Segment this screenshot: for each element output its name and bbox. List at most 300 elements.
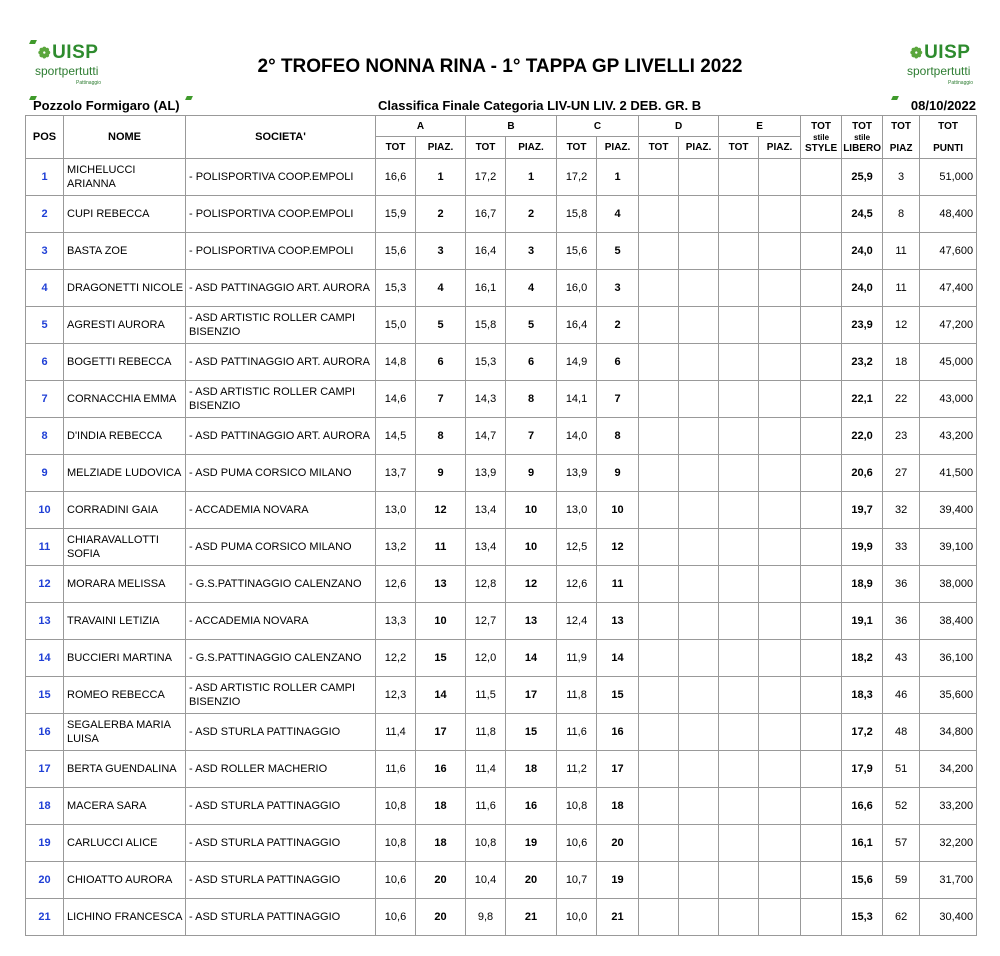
row-a-tot: 11,4 [376, 714, 416, 751]
row-nome: ROMEO REBECCA [64, 677, 186, 714]
row-nome: CORRADINI GAIA [64, 492, 186, 529]
row-c-tot: 12,5 [557, 529, 597, 566]
row-tot-piaz: 12 [883, 307, 920, 344]
row-societa: - ASD PATTINAGGIO ART. AURORA [186, 344, 376, 381]
row-e-tot [719, 788, 759, 825]
row-societa: - ASD PUMA CORSICO MILANO [186, 455, 376, 492]
table-row [26, 418, 977, 455]
row-d-tot [639, 899, 679, 936]
header-group-c: C [557, 116, 639, 137]
row-e-tot [719, 270, 759, 307]
row-societa: - ASD PUMA CORSICO MILANO [186, 529, 376, 566]
row-tot-piaz: 18 [883, 344, 920, 381]
row-d-piaz [679, 788, 719, 825]
row-b-tot: 13,4 [466, 492, 506, 529]
row-tot-piaz: 51 [883, 751, 920, 788]
row-nome: MORARA MELISSA [64, 566, 186, 603]
row-tot-punti: 43,200 [920, 418, 977, 455]
row-c-tot: 11,6 [557, 714, 597, 751]
logo-subtitle: sportpertutti [907, 64, 971, 78]
table-row [26, 640, 977, 677]
row-c-tot: 14,1 [557, 381, 597, 418]
row-e-piaz [759, 418, 801, 455]
row-b-tot: 15,3 [466, 344, 506, 381]
row-tot-style [801, 381, 842, 418]
row-b-tot: 14,7 [466, 418, 506, 455]
row-pos: 7 [26, 381, 64, 418]
row-pos: 9 [26, 455, 64, 492]
row-c-piaz: 11 [597, 566, 639, 603]
row-a-piaz: 3 [416, 233, 466, 270]
row-d-tot [639, 344, 679, 381]
table-row [26, 196, 977, 233]
row-pos: 19 [26, 825, 64, 862]
row-pos: 2 [26, 196, 64, 233]
row-c-tot: 12,6 [557, 566, 597, 603]
row-a-piaz: 17 [416, 714, 466, 751]
row-tot-libero: 24,0 [842, 233, 883, 270]
row-d-piaz [679, 270, 719, 307]
row-d-piaz [679, 640, 719, 677]
row-nome: MELZIADE LUDOVICA [64, 455, 186, 492]
row-societa: - ASD ARTISTIC ROLLER CAMPI BISENZIO [186, 381, 376, 418]
row-d-piaz [679, 677, 719, 714]
row-c-tot: 13,9 [557, 455, 597, 492]
row-e-tot [719, 344, 759, 381]
row-tot-style [801, 307, 842, 344]
row-b-tot: 16,1 [466, 270, 506, 307]
header-c-piaz: PIAZ. [597, 137, 639, 159]
row-b-piaz: 16 [506, 788, 557, 825]
row-tot-piaz: 46 [883, 677, 920, 714]
row-a-piaz: 7 [416, 381, 466, 418]
row-a-piaz: 6 [416, 344, 466, 381]
row-nome: LICHINO FRANCESCA [64, 899, 186, 936]
row-tot-style [801, 566, 842, 603]
row-societa: - ASD STURLA PATTINAGGIO [186, 714, 376, 751]
row-pos: 20 [26, 862, 64, 899]
row-tot-style [801, 862, 842, 899]
row-tot-punti: 51,000 [920, 159, 977, 196]
header-b-piaz: PIAZ. [506, 137, 557, 159]
row-tot-libero: 19,9 [842, 529, 883, 566]
row-b-tot: 10,8 [466, 825, 506, 862]
row-d-tot [639, 233, 679, 270]
row-tot-piaz: 48 [883, 714, 920, 751]
row-tot-libero: 15,6 [842, 862, 883, 899]
row-pos: 14 [26, 640, 64, 677]
row-b-piaz: 6 [506, 344, 557, 381]
row-a-tot: 15,3 [376, 270, 416, 307]
row-tot-style [801, 529, 842, 566]
row-c-tot: 17,2 [557, 159, 597, 196]
row-b-piaz: 5 [506, 307, 557, 344]
row-pos: 17 [26, 751, 64, 788]
row-b-piaz: 14 [506, 640, 557, 677]
row-a-tot: 13,2 [376, 529, 416, 566]
row-societa: - ASD ARTISTIC ROLLER CAMPI BISENZIO [186, 307, 376, 344]
row-societa: - G.S.PATTINAGGIO CALENZANO [186, 640, 376, 677]
row-b-piaz: 3 [506, 233, 557, 270]
row-tot-punti: 34,200 [920, 751, 977, 788]
row-a-tot: 15,6 [376, 233, 416, 270]
row-tot-punti: 33,200 [920, 788, 977, 825]
row-e-tot [719, 492, 759, 529]
row-b-tot: 11,8 [466, 714, 506, 751]
logo-tiny: Pattinaggio [76, 80, 102, 86]
row-tot-style [801, 751, 842, 788]
header-group-b: B [466, 116, 557, 137]
row-a-tot: 13,7 [376, 455, 416, 492]
event-date: 08/10/2022 [910, 98, 976, 113]
row-societa: - ASD PATTINAGGIO ART. AURORA [186, 270, 376, 307]
row-d-tot [639, 788, 679, 825]
header-d-tot: TOT [639, 137, 679, 159]
table-row [26, 307, 977, 344]
row-e-piaz [759, 492, 801, 529]
row-pos: 6 [26, 344, 64, 381]
row-e-piaz [759, 788, 801, 825]
row-nome: BERTA GUENDALINA [64, 751, 186, 788]
row-b-tot: 9,8 [466, 899, 506, 936]
row-e-piaz [759, 862, 801, 899]
row-pos: 3 [26, 233, 64, 270]
row-pos: 4 [26, 270, 64, 307]
row-e-piaz [759, 714, 801, 751]
row-b-tot: 12,0 [466, 640, 506, 677]
header-a-piaz: PIAZ. [416, 137, 466, 159]
row-e-tot [719, 751, 759, 788]
row-tot-punti: 30,400 [920, 899, 977, 936]
header-d-piaz: PIAZ. [679, 137, 719, 159]
row-d-tot [639, 566, 679, 603]
row-c-tot: 14,0 [557, 418, 597, 455]
row-b-piaz: 8 [506, 381, 557, 418]
row-a-tot: 12,3 [376, 677, 416, 714]
row-d-tot [639, 418, 679, 455]
row-d-tot [639, 455, 679, 492]
table-row [26, 899, 977, 936]
row-nome: TRAVAINI LETIZIA [64, 603, 186, 640]
row-nome: MACERA SARA [64, 788, 186, 825]
table-row [26, 714, 977, 751]
row-b-tot: 11,4 [466, 751, 506, 788]
row-tot-punti: 31,700 [920, 862, 977, 899]
row-tot-style [801, 899, 842, 936]
row-tot-style [801, 455, 842, 492]
row-d-piaz [679, 862, 719, 899]
row-e-piaz [759, 751, 801, 788]
row-tot-style [801, 344, 842, 381]
row-a-tot: 15,0 [376, 307, 416, 344]
row-c-tot: 10,6 [557, 825, 597, 862]
row-e-tot [719, 825, 759, 862]
row-tot-style [801, 714, 842, 751]
row-nome: BASTA ZOE [64, 233, 186, 270]
row-tot-libero: 19,7 [842, 492, 883, 529]
row-b-piaz: 9 [506, 455, 557, 492]
row-e-piaz [759, 196, 801, 233]
table-row [26, 344, 977, 381]
row-pos: 11 [26, 529, 64, 566]
row-d-piaz [679, 196, 719, 233]
row-a-piaz: 18 [416, 788, 466, 825]
row-c-tot: 11,8 [557, 677, 597, 714]
row-c-piaz: 8 [597, 418, 639, 455]
row-d-piaz [679, 899, 719, 936]
row-a-piaz: 18 [416, 825, 466, 862]
row-tot-punti: 43,000 [920, 381, 977, 418]
row-a-tot: 13,3 [376, 603, 416, 640]
row-a-tot: 13,0 [376, 492, 416, 529]
row-tot-piaz: 27 [883, 455, 920, 492]
header-tot-punti: TOT PUNTI [920, 116, 977, 159]
row-c-tot: 16,0 [557, 270, 597, 307]
row-b-tot: 11,5 [466, 677, 506, 714]
row-a-piaz: 5 [416, 307, 466, 344]
row-tot-style [801, 492, 842, 529]
row-b-piaz: 17 [506, 677, 557, 714]
row-pos: 16 [26, 714, 64, 751]
row-e-tot [719, 899, 759, 936]
row-c-piaz: 15 [597, 677, 639, 714]
row-c-tot: 16,4 [557, 307, 597, 344]
row-b-piaz: 15 [506, 714, 557, 751]
row-a-tot: 12,6 [376, 566, 416, 603]
row-d-tot [639, 381, 679, 418]
row-tot-style [801, 418, 842, 455]
row-c-piaz: 1 [597, 159, 639, 196]
row-nome: DRAGONETTI NICOLE [64, 270, 186, 307]
row-b-piaz: 10 [506, 529, 557, 566]
row-b-tot: 16,7 [466, 196, 506, 233]
row-d-tot [639, 677, 679, 714]
row-tot-punti: 32,200 [920, 825, 977, 862]
row-e-piaz [759, 640, 801, 677]
row-e-piaz [759, 566, 801, 603]
row-a-piaz: 20 [416, 899, 466, 936]
row-nome: CORNACCHIA EMMA [64, 381, 186, 418]
row-a-piaz: 12 [416, 492, 466, 529]
row-tot-piaz: 8 [883, 196, 920, 233]
table-row [26, 788, 977, 825]
row-tot-style [801, 603, 842, 640]
row-nome: BUCCIERI MARTINA [64, 640, 186, 677]
row-c-piaz: 20 [597, 825, 639, 862]
row-societa: - ASD STURLA PATTINAGGIO [186, 825, 376, 862]
row-tot-punti: 38,400 [920, 603, 977, 640]
table-row [26, 751, 977, 788]
row-a-piaz: 15 [416, 640, 466, 677]
row-c-piaz: 19 [597, 862, 639, 899]
row-tot-punti: 47,200 [920, 307, 977, 344]
row-c-tot: 10,8 [557, 788, 597, 825]
row-d-piaz [679, 751, 719, 788]
results-table [25, 115, 977, 936]
row-nome: D'INDIA REBECCA [64, 418, 186, 455]
row-c-piaz: 12 [597, 529, 639, 566]
row-b-tot: 11,6 [466, 788, 506, 825]
row-tot-style [801, 233, 842, 270]
row-b-tot: 10,4 [466, 862, 506, 899]
row-pos: 5 [26, 307, 64, 344]
table-row [26, 677, 977, 714]
row-a-tot: 14,6 [376, 381, 416, 418]
row-c-piaz: 4 [597, 196, 639, 233]
row-c-tot: 10,7 [557, 862, 597, 899]
row-pos: 10 [26, 492, 64, 529]
row-b-tot: 12,8 [466, 566, 506, 603]
category-heading: Classifica Finale Categoria LIV-UN LIV. 2 DEB. GR. B [378, 98, 702, 113]
row-d-piaz [679, 825, 719, 862]
row-c-piaz: 3 [597, 270, 639, 307]
row-b-tot: 16,4 [466, 233, 506, 270]
row-b-tot: 13,4 [466, 529, 506, 566]
header-societa: SOCIETA' [186, 116, 376, 159]
row-e-tot [719, 418, 759, 455]
row-societa: - ASD ROLLER MACHERIO [186, 751, 376, 788]
row-c-tot: 15,8 [557, 196, 597, 233]
row-tot-libero: 15,3 [842, 899, 883, 936]
row-tot-piaz: 62 [883, 899, 920, 936]
row-d-piaz [679, 455, 719, 492]
row-b-tot: 12,7 [466, 603, 506, 640]
location: Pozzolo Formigaro (AL) [33, 98, 180, 113]
row-b-piaz: 18 [506, 751, 557, 788]
row-e-tot [719, 159, 759, 196]
row-tot-libero: 16,6 [842, 788, 883, 825]
row-nome: SEGALERBA MARIA LUISA [64, 714, 186, 751]
row-c-tot: 10,0 [557, 899, 597, 936]
row-d-tot [639, 307, 679, 344]
row-b-piaz: 20 [506, 862, 557, 899]
row-tot-style [801, 159, 842, 196]
row-tot-piaz: 33 [883, 529, 920, 566]
row-tot-libero: 25,9 [842, 159, 883, 196]
row-a-tot: 10,8 [376, 788, 416, 825]
row-a-tot: 16,6 [376, 159, 416, 196]
row-tot-libero: 24,5 [842, 196, 883, 233]
table-row [26, 825, 977, 862]
row-tot-libero: 20,6 [842, 455, 883, 492]
row-e-tot [719, 196, 759, 233]
row-c-tot: 11,9 [557, 640, 597, 677]
row-e-piaz [759, 307, 801, 344]
row-b-tot: 14,3 [466, 381, 506, 418]
table-row [26, 159, 977, 196]
header-e-piaz: PIAZ. [759, 137, 801, 159]
row-societa: - ASD STURLA PATTINAGGIO [186, 788, 376, 825]
row-e-tot [719, 307, 759, 344]
row-tot-libero: 19,1 [842, 603, 883, 640]
row-c-piaz: 5 [597, 233, 639, 270]
row-nome: CARLUCCI ALICE [64, 825, 186, 862]
row-pos: 18 [26, 788, 64, 825]
row-a-tot: 10,8 [376, 825, 416, 862]
row-a-tot: 10,6 [376, 862, 416, 899]
row-societa: - ACCADEMIA NOVARA [186, 603, 376, 640]
row-tot-punti: 36,100 [920, 640, 977, 677]
logo-subtitle: sportpertutti [35, 64, 99, 78]
row-a-piaz: 8 [416, 418, 466, 455]
logo-brand: ❁UISP [38, 42, 99, 63]
row-e-tot [719, 233, 759, 270]
row-c-piaz: 21 [597, 899, 639, 936]
row-tot-libero: 24,0 [842, 270, 883, 307]
row-a-tot: 10,6 [376, 899, 416, 936]
table-row [26, 270, 977, 307]
row-tot-punti: 47,400 [920, 270, 977, 307]
row-e-piaz [759, 381, 801, 418]
row-a-tot: 14,5 [376, 418, 416, 455]
row-tot-piaz: 11 [883, 270, 920, 307]
row-e-tot [719, 381, 759, 418]
row-c-piaz: 6 [597, 344, 639, 381]
row-c-piaz: 9 [597, 455, 639, 492]
row-d-tot [639, 862, 679, 899]
row-d-tot [639, 603, 679, 640]
row-d-piaz [679, 714, 719, 751]
row-tot-libero: 18,2 [842, 640, 883, 677]
table-row [26, 566, 977, 603]
row-tot-libero: 17,2 [842, 714, 883, 751]
header-a-tot: TOT [376, 137, 416, 159]
row-e-tot [719, 566, 759, 603]
row-b-piaz: 21 [506, 899, 557, 936]
row-d-tot [639, 640, 679, 677]
row-tot-piaz: 22 [883, 381, 920, 418]
row-d-tot [639, 196, 679, 233]
table-row [26, 603, 977, 640]
row-c-piaz: 14 [597, 640, 639, 677]
row-tot-style [801, 788, 842, 825]
table-row [26, 492, 977, 529]
row-tot-piaz: 11 [883, 233, 920, 270]
row-societa: - ACCADEMIA NOVARA [186, 492, 376, 529]
row-b-piaz: 10 [506, 492, 557, 529]
logo-brand: ❁UISP [910, 42, 971, 63]
row-e-piaz [759, 344, 801, 381]
row-e-piaz [759, 233, 801, 270]
row-nome: CHIARAVALLOTTI SOFIA [64, 529, 186, 566]
row-societa: - POLISPORTIVA COOP.EMPOLI [186, 159, 376, 196]
row-pos: 8 [26, 418, 64, 455]
row-e-piaz [759, 529, 801, 566]
row-d-piaz [679, 566, 719, 603]
row-b-piaz: 2 [506, 196, 557, 233]
row-tot-punti: 41,500 [920, 455, 977, 492]
row-tot-piaz: 36 [883, 566, 920, 603]
row-e-piaz [759, 899, 801, 936]
table-row [26, 862, 977, 899]
row-tot-piaz: 23 [883, 418, 920, 455]
header-tot-style: TOT stile STYLE [801, 116, 842, 159]
row-b-piaz: 4 [506, 270, 557, 307]
row-e-tot [719, 677, 759, 714]
row-e-tot [719, 603, 759, 640]
row-societa: - ASD STURLA PATTINAGGIO [186, 862, 376, 899]
row-e-tot [719, 640, 759, 677]
row-pos: 12 [26, 566, 64, 603]
row-tot-piaz: 52 [883, 788, 920, 825]
row-a-piaz: 20 [416, 862, 466, 899]
table-row [26, 381, 977, 418]
row-tot-punti: 48,400 [920, 196, 977, 233]
row-nome: BOGETTI REBECCA [64, 344, 186, 381]
row-a-tot: 12,2 [376, 640, 416, 677]
row-e-tot [719, 529, 759, 566]
row-b-piaz: 12 [506, 566, 557, 603]
